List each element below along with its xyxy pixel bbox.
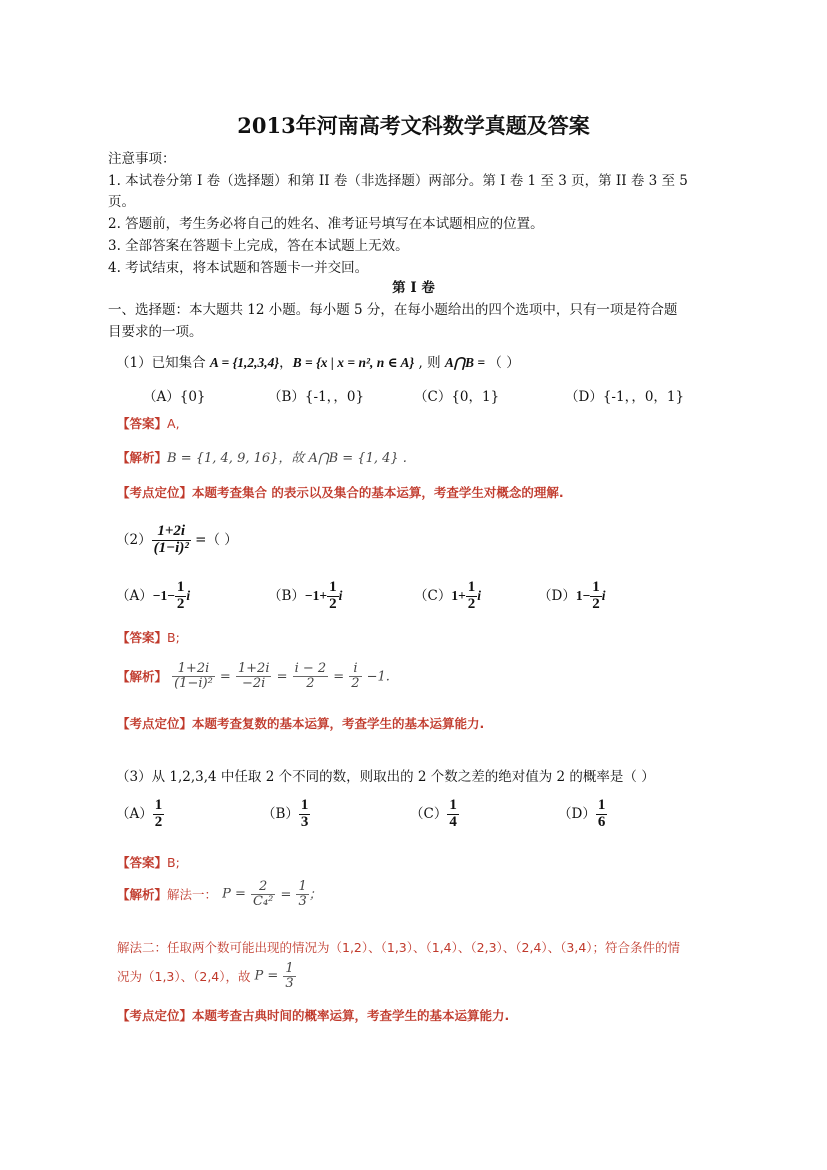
q3-option-b	[262, 798, 310, 831]
key-point-text: 本题考查古典时间的概率运算，考查学生的基本运算能力.	[192, 1008, 510, 1023]
q2-key-point	[117, 713, 484, 732]
q1-paren: （ ）	[488, 355, 520, 371]
answer-tag: 【答案】	[117, 630, 168, 645]
q3-method-2-cont	[117, 962, 296, 990]
q2-prefix: （2）	[116, 531, 152, 548]
fraction-denominator: (1−i)²	[174, 675, 213, 691]
option-label: （C）	[414, 587, 452, 604]
key-point-tag: 【考点定位】	[117, 1008, 193, 1023]
analysis-text: B = {1, 4, 9, 16}，故 A⋂B = {1, 4} .	[167, 451, 407, 466]
notice-item-1-cont: 页。	[108, 194, 135, 210]
fraction-numerator: 1+2i	[237, 661, 270, 676]
probability-symbol: P =	[222, 886, 246, 902]
option-label: （D）	[538, 587, 576, 604]
answer-value: B;	[167, 630, 180, 645]
option-prefix: −1−	[152, 587, 175, 603]
answer-tag: 【答案】	[117, 416, 168, 431]
fraction-denominator: −2i	[242, 675, 266, 691]
fraction-numerator: 1	[285, 961, 294, 976]
method-2-text: 况为（1,3）、（2,4），故	[117, 969, 255, 985]
section-intro: 一、选择题：本大题共 12 小题。每小题 5 分，在每小题给出的四个选项中，只有一项是符合题	[108, 302, 678, 318]
answer-value: B;	[167, 855, 180, 870]
page-title: 2013年河南高考文科数学真题及答案	[237, 113, 590, 138]
fraction-denominator: 4	[449, 813, 457, 830]
analysis-tag: 【解析】	[117, 887, 168, 903]
q1-set-b: B = {x | x = n², n ∈ A}	[292, 355, 415, 370]
q1-comma: ，	[279, 355, 293, 371]
fraction-numerator: 1	[298, 879, 307, 894]
fraction-denominator: 2	[467, 595, 476, 612]
answer-tag: 【答案】	[117, 855, 168, 870]
analysis-tag: 【解析】	[117, 669, 168, 685]
q1-analysis	[117, 447, 407, 466]
q2-denominator: (1−i)²	[153, 539, 189, 556]
q1-option-c: （C）{0，1}	[414, 389, 500, 405]
q3-option-a	[116, 798, 164, 831]
fraction-denominator: 6	[597, 813, 606, 830]
q2-option-c	[414, 580, 481, 613]
notice-heading: 注意事项：	[108, 151, 176, 167]
q1-then: , 则	[414, 355, 445, 371]
fraction-denominator: 2	[351, 675, 360, 691]
q2-option-d	[538, 580, 606, 613]
q2-answer	[117, 627, 180, 646]
fraction-numerator: i − 2	[294, 661, 327, 676]
fraction-denominator: 2	[592, 595, 600, 612]
probability-symbol: P =	[254, 968, 279, 984]
analysis-tag: 【解析】	[117, 450, 168, 465]
q1-prefix: （1）已知集合	[116, 355, 210, 371]
option-label: （B）	[262, 805, 299, 822]
q3-option-d	[558, 798, 607, 831]
option-prefix: 1−	[575, 587, 591, 603]
fraction-numerator: 2	[251, 880, 275, 895]
q1-option-a: （A）{0}	[143, 389, 206, 405]
method-1-tail: ；	[308, 887, 322, 903]
fraction-numerator: 1	[597, 797, 606, 813]
q3-answer	[117, 852, 180, 871]
fraction-numerator: 1	[154, 797, 163, 813]
imaginary-unit: i	[601, 587, 606, 603]
option-prefix: −1+	[304, 587, 328, 603]
method-1-label: 解法一：	[167, 887, 218, 903]
q1-set-a: A = {1,2,3,4}	[209, 355, 280, 370]
q1-option-b: （B）{-1，，0}	[268, 389, 365, 405]
key-point-tag: 【考点定位】	[117, 716, 193, 731]
fraction-denominator: 3	[285, 975, 294, 991]
option-label: （C）	[410, 805, 448, 822]
option-label: （B）	[268, 587, 305, 604]
q2-option-b	[268, 580, 342, 613]
option-label: （D）	[558, 805, 596, 822]
q3-option-c	[410, 798, 459, 831]
fraction-denominator: 3	[298, 893, 307, 909]
fraction-numerator: i	[349, 662, 361, 677]
fraction-numerator: 1	[300, 797, 309, 813]
q1-option-d: （D）{-1，，0，1}	[565, 389, 685, 405]
notice-item-2: 2. 答题前，考生务必将自己的姓名、准考证号填写在本试题相应的位置。	[108, 216, 544, 232]
fraction-numerator: 1	[592, 579, 600, 595]
fraction-denominator: C₄²	[253, 893, 274, 909]
q2-analysis: 【解析】 $\frac{1+2i}{\text{(1−i)²}}$ = $\frac{1+2i}{-2i}$ = $\frac{i - 2}{2}$ = $\frac{i}{2}$ −1.	[117, 661, 390, 691]
q1-answer	[117, 413, 180, 432]
q3-key-point	[117, 1005, 509, 1024]
question-1	[116, 351, 520, 371]
question-3: （3）从 1,2,3,4 中任取 2 个不同的数，则取出的 2 个数之差的绝对值为 2 的概率是（ ）	[116, 769, 655, 785]
q2-suffix: =（ ）	[190, 531, 238, 548]
section-title: 第 I 卷	[392, 280, 435, 296]
option-prefix: 1+	[451, 587, 466, 603]
imaginary-unit: i	[338, 587, 343, 603]
q2-numerator: 1+2i	[152, 524, 191, 541]
notice-item-4: 4. 考试结束，将本试题和答题卡一并交回。	[108, 260, 369, 276]
analysis-tail: −1.	[366, 669, 390, 685]
q2-option-a	[116, 580, 190, 613]
key-point-text: 本题考查集合 的表示以及集合的基本运算，考查学生对概念的理解.	[192, 485, 564, 500]
q3-method-2: 解法二：任取两个数可能出现的情况为（1,2）、（1,3）、（1,4）、（2,3）、（2,4）、（3,4）；符合条件的情	[117, 940, 681, 955]
imaginary-unit: i	[186, 587, 191, 603]
q3-analysis: 【解析】解法一： P = $\frac{2}{\text{C₄²}}$ = $\frac{1}{3}$ ；	[117, 879, 322, 909]
fraction-denominator: 2	[329, 595, 337, 612]
q1-intersection: A⋂B =	[444, 355, 489, 370]
fraction-numerator: 1	[329, 579, 337, 595]
notice-item-3: 3. 全部答案在答题卡上完成，答在本试题上无效。	[108, 238, 409, 254]
fraction-denominator: 2	[154, 813, 163, 830]
key-point-text: 本题考查复数的基本运算，考查学生的基本运算能力.	[192, 716, 485, 731]
fraction-denominator: 2	[176, 595, 185, 612]
fraction-numerator: 1	[176, 579, 185, 595]
fraction-denominator: 3	[300, 813, 309, 830]
fraction-numerator: 1	[467, 579, 476, 595]
fraction-denominator: 2	[306, 675, 315, 691]
imaginary-unit: i	[477, 587, 482, 603]
key-point-tag: 【考点定位】	[117, 485, 193, 500]
section-intro-cont: 目要求的一项。	[108, 324, 203, 340]
question-2	[116, 524, 238, 557]
option-label: （A）	[116, 805, 153, 822]
notice-item-1: 1. 本试卷分第 I 卷（选择题）和第 II 卷（非选择题）两部分。第 I 卷 1 至 3 页，第 II 卷 3 至 5	[108, 173, 688, 189]
option-label: （A）	[116, 587, 153, 604]
fraction-numerator: 1+2i	[172, 662, 215, 677]
q1-key-point	[117, 482, 564, 501]
answer-value: A,	[167, 416, 180, 431]
fraction-numerator: 1	[449, 797, 457, 813]
